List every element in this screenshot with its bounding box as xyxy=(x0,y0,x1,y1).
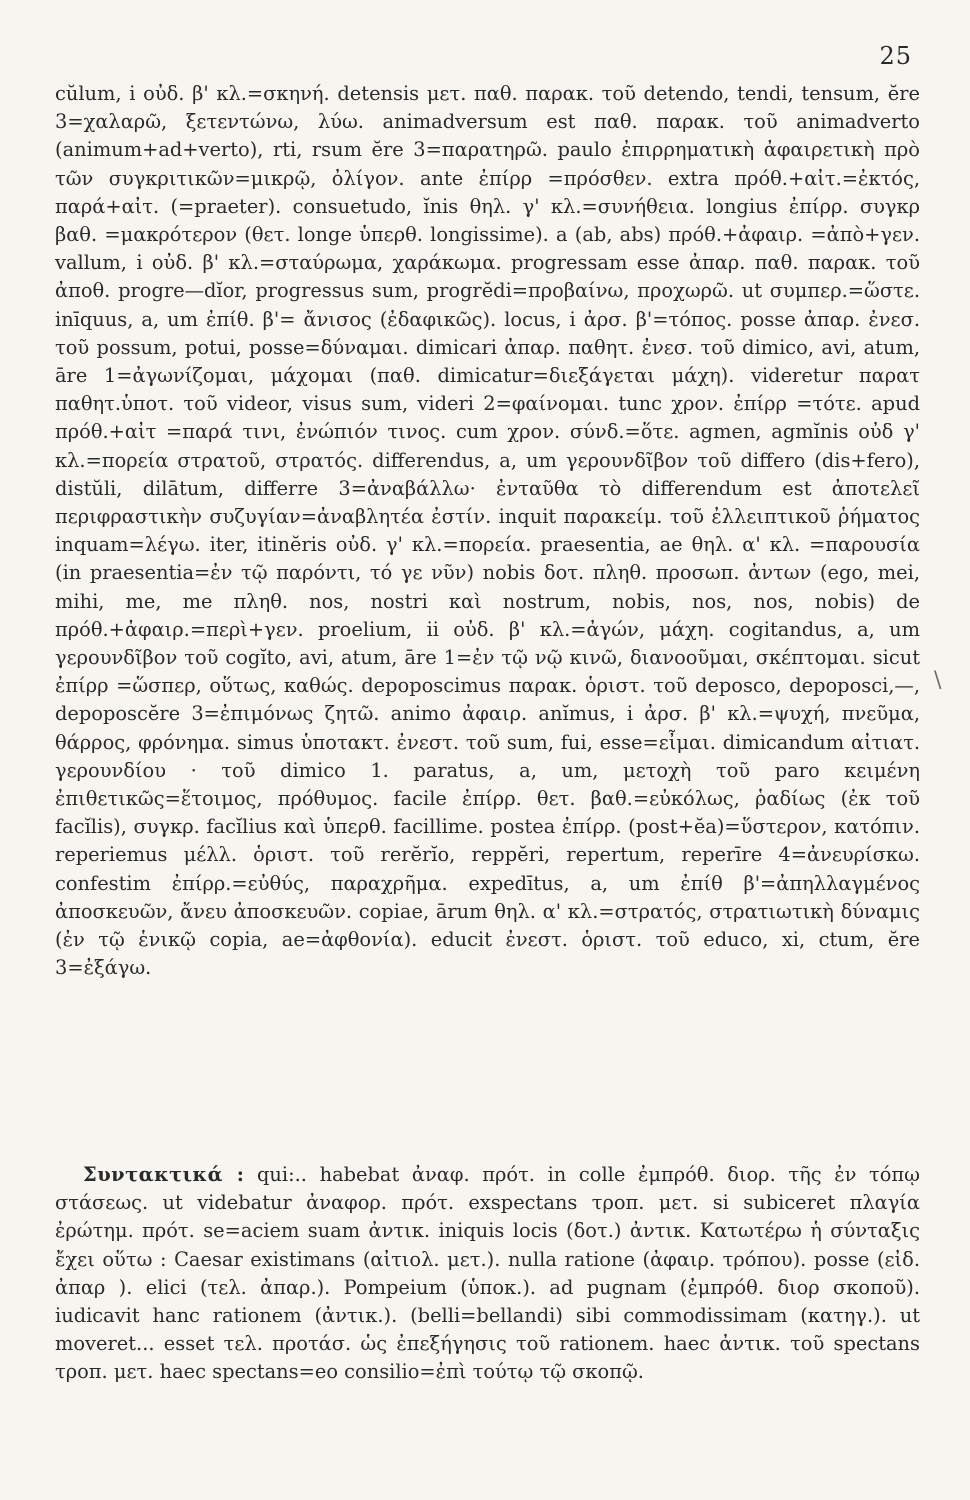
page-number: 25 xyxy=(879,42,912,70)
syntax-section xyxy=(55,1161,920,1387)
syntax-body: qui:.. habebat ἀναφ. πρότ. in colle ἐμπρόθ. διορ. τῆς ἐν τόπῳ στάσεως. ut videbatur ἀναφορ. πρότ. exspectans τροπ. μετ. si subiceret πλαγία ἐρώτημ. πρότ. se=aciem suam ἀντικ. iniquis locis (δοτ.) ἀντικ. Κατωτέρω ἡ σύνταξις ἔχει οὕτω : Caesar existimans (αἰτιολ. μετ.). nulla ratione (ἀφαιρ. τρόπου). posse (εἰδ. ἀπαρ ). elici (τελ. ἀπαρ.). Pompeium (ὑποκ.). ad pugnam (ἐμπρόθ. διορ σκοποῦ). iudicavit hanc rationem (ἀντικ.). (belli=bellandi) sibi commodissimam (κατηγ.). ut moveret... esset τελ. προτάσ. ὡς ἐπεξήγησις τοῦ rationem. haec ἀντικ. τοῦ spectans τροπ. μετ. haec spectans=eo consilio=ἐπὶ τούτῳ τῷ σκοπῷ. xyxy=(55,1163,920,1384)
glossary-section xyxy=(55,80,920,983)
syntax-heading: Συντακτικά : xyxy=(83,1163,245,1186)
syntax-paragraph xyxy=(55,1161,920,1387)
glossary-paragraph: cŭlum, i οὐδ. β' κλ.=σκηνή. detensis μετ. παθ. παρακ. τοῦ detendo, tendi, tensum, ĕre 3=χαλαρῶ, ξετεντώνω, λύω. animadversum est παθ. παρακ. τοῦ animadverto (animum+ad+verto), rti, rsum ĕre 3=παρατηρῶ. paulo ἐπιρρηματικὴ ἀφαιρετικὴ πρὸ τῶν συγκριτικῶν=μικρῷ, ὀλίγον. ante ἐπίρρ =πρόσθεν. extra πρόθ.+αἰτ.=ἐκτός, παρά+αἰτ. (=praeter). consuetudo, ĭnis θηλ. γ' κλ.=συνήθεια. longius ἐπίρρ. συγκρ βαθ. =μακρότερον (θετ. longe ὑπερθ. longissime). a (ab, abs) πρόθ.+ἀφαιρ. =ἀπὸ+γεν. vallum, i οὐδ. β' κλ.=σταύρωμα, χαράκωμα. progressam esse ἀπαρ. παθ. παρακ. τοῦ ἀποθ. progre—dĭor, progressus sum, progrĕdi=προβαίνω, προχωρῶ. ut συμπερ.=ὥστε. inīquus, a, um ἐπίθ. β'= ἄνισος (ἐδαφικῶς). locus, i ἀρσ. β'=τόπος. posse ἀπαρ. ἐνεσ. τοῦ possum, potui, posse=δύναμαι. dimicari ἀπαρ. παθητ. ἐνεσ. τοῦ dimico, avi, atum, āre 1=ἀγωνίζομαι, μάχομαι (παθ. dimicatur=διεξάγεται μάχη). videretur παρατ παθητ.ὑποτ. τοῦ videor, visus sum, videri 2=φαίνομαι. tunc χρον. ἐπίρρ =τότε. apud πρόθ.+αἰτ =παρά τινι, ἐνώπιόν τινος. cum χρον. σύνδ.=ὅτε. agmen, agmĭnis οὐδ γ' κλ.=πορεία στρατοῦ, στρατός. differendus, a, um γερουνδῖβον τοῦ differo (dis+fero), distŭli, dilātum, differre 3=ἀναβάλλω· ἐνταῦθα τὸ differendum est ἀποτελεῖ περιφραστικὴν συζυγίαν=ἀναβλητέα ἐστίν. inquit παρακείμ. τοῦ ἐλλειπτικοῦ ῥήματος inquam=λέγω. iter, itinĕris οὐδ. γ' κλ.=πορεία. praesentia, ae θηλ. α' κλ. =παρουσία (in praesentia=ἐν τῷ παρόντι, τό γε νῦν) nobis δοτ. πληθ. προσωπ. ἀντων (ego, mei, mihi, me, me πληθ. nos, nostri καὶ nostrum, nobis, nos, nos, nobis) de πρόθ.+ἀφαιρ.=περὶ+γεν. proelium, ii οὐδ. β' κλ.=ἀγών, μάχη. cogitandus, a, um γερουνδῖβον τοῦ cogĭto, avi, atum, āre 1=ἐν τῷ νῷ κινῶ, διανοοῦμαι, σκέπτομαι. sicut ἐπίρρ =ὥσπερ, οὕτως, καθώς. depoposcimus παρακ. ὁριστ. τοῦ deposco, depoposci,—, depoposcĕre 3=ἐπιμόνως ζητῶ. animo ἀφαιρ. anĭmus, i ἀρσ. β' κλ.=ψυχή, πνεῦμα, θάρρος, φρόνημα. simus ὑποτακτ. ἐνεστ. τοῦ sum, fui, esse=εἶμαι. dimicandum αἰτιατ. γερουνδίου · τοῦ dimico 1. paratus, a, um, μετοχὴ τοῦ paro κειμένη ἐπιθετικῶς=ἕτοιμος, πρόθυμος. facile ἐπίρρ. θετ. βαθ.=εὐκόλως, ῥαδίως (ἐκ τοῦ facĭlis), συγκρ. facĭlius καὶ ὑπερθ. facillime. postea ἐπίρρ. (post+ĕa)=ὕστερον, κατόπιν. reperiemus μέλλ. ὁριστ. τοῦ rerĕrĭo, reppĕri, repertum, reperīre 4=ἀνευρίσκω. confestim ἐπίρρ.=εὐθύς, παραχρῆμα. expedītus, a, um ἐπίθ β'=ἀπηλλαγμένος ἀποσκευῶν, ἄνευ ἀποσκευῶν. copiae, ārum θηλ. α' κλ.=στρατός, στρατιωτικὴ δύναμις (ἐν τῷ ἑνικῷ copia, ae=ἀφθονία). educit ἐνεστ. ὁριστ. τοῦ educo, xi, ctum, ĕre 3=ἐξάγω. xyxy=(55,82,920,980)
margin-mark: \ xyxy=(934,668,942,693)
